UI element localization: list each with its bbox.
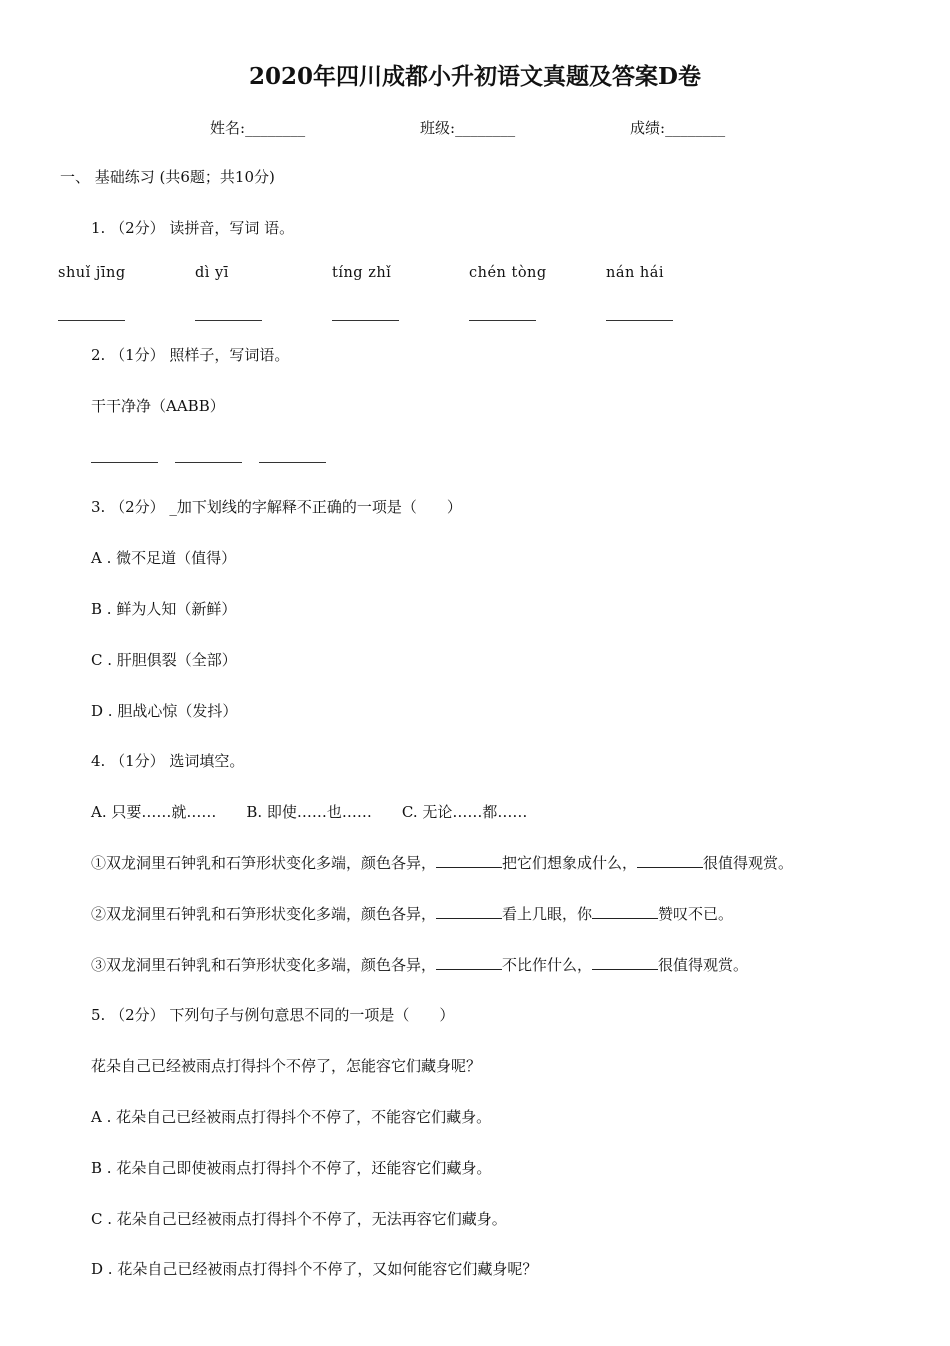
question-2-example: 干干净净（AABB）: [91, 397, 225, 415]
q4-sentence-1: [91, 852, 793, 873]
score-field: [630, 117, 725, 138]
pinyin-1: shuǐ jīng: [58, 265, 126, 281]
q5-option-c[interactable]: C . 花朵自己已经被雨点打得抖个不停了，无法再容它们藏身。: [91, 1210, 507, 1228]
score-blank: ________: [665, 119, 726, 137]
question-1-stem: 1. （2分） 读拼音，写词 语。: [91, 219, 295, 237]
question-2-stem: 2. （1分） 照样子，写词语。: [91, 346, 290, 364]
section-heading: 一、 基础练习 (共6题；共10分): [60, 168, 275, 186]
answer-blank-4[interactable]: [469, 320, 536, 321]
question-4-stem: 4. （1分） 选词填空。: [91, 752, 245, 770]
question-3-stem: 3. （2分） _加下划线的字解释不正确的一项是（ ）: [91, 498, 462, 516]
answer-blank-1[interactable]: [58, 320, 125, 321]
q4-s2-blank-1[interactable]: [436, 917, 502, 919]
pinyin-4: chén tòng: [469, 265, 547, 281]
class-field: [420, 117, 515, 138]
pinyin-3: tíng zhǐ: [332, 265, 392, 281]
q4-sentence-3: [91, 954, 748, 975]
q5-option-a[interactable]: A . 花朵自己已经被雨点打得抖个不停了，不能容它们藏身。: [91, 1108, 492, 1126]
q3-option-b[interactable]: B . 鲜为人知（新鲜）: [91, 600, 237, 618]
q5-option-b[interactable]: B . 花朵自己即使被雨点打得抖个不停了，还能容它们藏身。: [91, 1159, 492, 1177]
q4-s1-part-c: 很值得观赏。: [703, 854, 794, 872]
q4-sentence-2: [91, 903, 733, 924]
q4-s2-blank-2[interactable]: [592, 917, 658, 919]
q4-s3-blank-1[interactable]: [436, 968, 502, 970]
q3-option-a[interactable]: A . 微不足道（值得）: [91, 549, 237, 567]
q2-blank-3[interactable]: [259, 462, 326, 463]
q5-option-d[interactable]: D . 花朵自己已经被雨点打得抖个不停了，又如何能容它们藏身呢？: [91, 1260, 538, 1278]
pinyin-5: nán hái: [606, 265, 665, 281]
q4-s3-part-a: ③双龙洞里石钟乳和石笋形状变化多端，颜色各异，: [91, 956, 437, 974]
name-label: 姓名:: [210, 119, 246, 137]
q4-s3-part-c: 很值得观赏。: [658, 956, 749, 974]
q4-s1-part-a: ①双龙洞里石钟乳和石笋形状变化多端，颜色各异，: [91, 854, 437, 872]
answer-blank-3[interactable]: [332, 320, 399, 321]
question-5-example: 花朵自己已经被雨点打得抖个不停了，怎能容它们藏身呢？: [91, 1057, 482, 1075]
answer-blank-5[interactable]: [606, 320, 673, 321]
q4-s2-part-c: 赞叹不已。: [658, 905, 734, 923]
class-blank: ________: [455, 119, 516, 137]
q4-s1-blank-2[interactable]: [637, 866, 703, 868]
q4-s3-blank-2[interactable]: [592, 968, 658, 970]
q4-s1-blank-1[interactable]: [436, 866, 502, 868]
q2-blank-2[interactable]: [175, 462, 242, 463]
score-label: 成绩:: [630, 119, 666, 137]
class-label: 班级:: [420, 119, 456, 137]
q2-blank-1[interactable]: [91, 462, 158, 463]
q4-s2-part-a: ②双龙洞里石钟乳和石笋形状变化多端，颜色各异，: [91, 905, 437, 923]
page-title: 2020年四川成都小升初语文真题及答案D卷: [249, 63, 701, 90]
name-blank: ________: [245, 119, 306, 137]
q4-word-choices: A. 只要……就…… B. 即使……也…… C. 无论……都……: [91, 803, 528, 821]
pinyin-2: dì yī: [195, 265, 229, 281]
q4-s3-part-b: 不比作什么，: [502, 956, 593, 974]
question-5-stem: 5. （2分） 下列句子与例句意思不同的一项是（ ）: [91, 1006, 455, 1024]
name-field: [210, 117, 305, 138]
q4-s2-part-b: 看上几眼，你: [502, 905, 593, 923]
q3-option-c[interactable]: C . 肝胆俱裂（全部）: [91, 651, 237, 669]
q3-option-d[interactable]: D . 胆战心惊（发抖）: [91, 702, 238, 720]
answer-blank-2[interactable]: [195, 320, 262, 321]
q4-s1-part-b: 把它们想象成什么，: [502, 854, 638, 872]
